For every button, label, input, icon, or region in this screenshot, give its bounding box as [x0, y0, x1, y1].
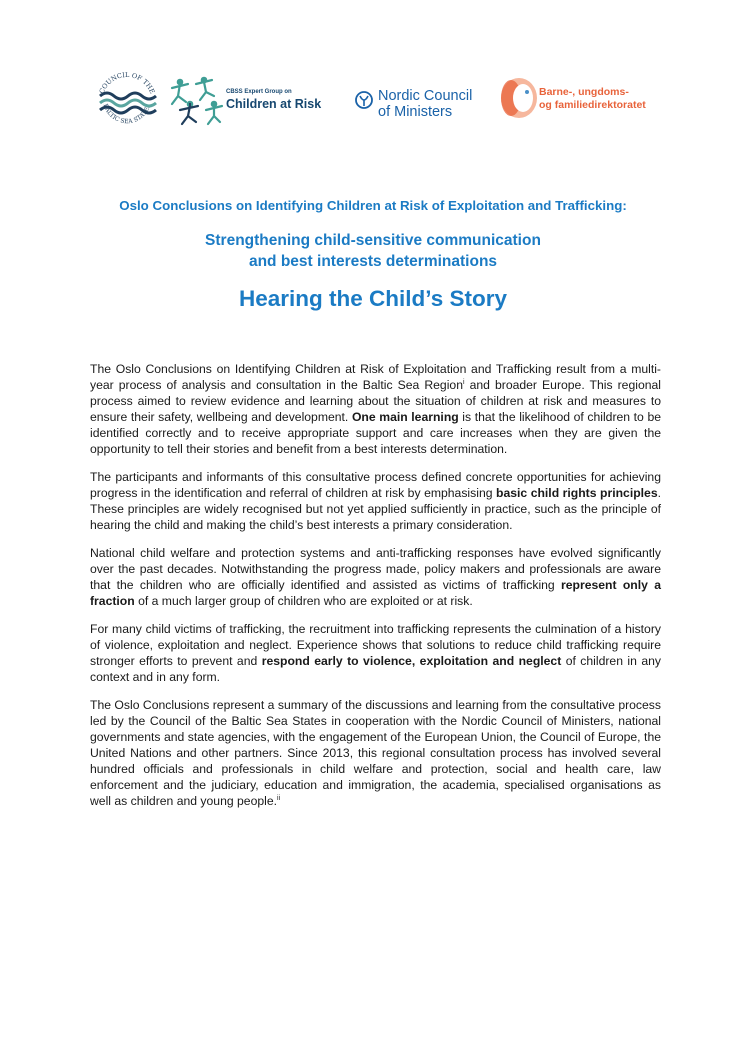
subheading-line2: and best interests determinations	[248, 253, 498, 270]
body-text	[90, 361, 661, 821]
swan-icon	[354, 90, 374, 110]
bufdir-line1: Barne-, ungdoms-	[539, 86, 629, 98]
paragraph-4: For many child victims of trafficking, the recruitment into trafficking represents the culmination of a history of violence, exploitation and neglect. Experience shows that solutions to reduce child trafficking require stronger efforts to prevent and respond early to violence, exploitation and neglect of children in any context and in any form.	[90, 622, 661, 684]
bufdir-logo	[497, 76, 672, 122]
subheading	[40, 230, 706, 272]
car-expert-group-label: CBSS Expert Group on	[226, 89, 292, 95]
cbss-seal-bottom-text: BALTIC SEA STATES	[101, 102, 153, 126]
cbss-seal-top-text: COUNCIL OF THE	[97, 70, 157, 95]
car-children-at-risk-label: Children at Risk	[226, 97, 322, 111]
page-title: Hearing the Child’s Story	[239, 286, 507, 311]
paragraph-2: The participants and informants of this consultative process defined concrete opportunities for achieving progress in the identification and referral of children at risk by emphasising basic child rights principles. These principles are widely recognised but not yet applied sufficiently in practice, such as the principle of hearing the child and making the child’s best interests a primary consideration.	[90, 470, 661, 532]
children-figures-icon	[168, 74, 224, 126]
footnote-ref-i: i	[462, 378, 465, 386]
paragraph-3: National child welfare and protection systems and anti-trafficking responses have evolved significantly over the past decades. Notwithstanding the progress made, policy makers and professionals are aware that the children who are officially identified and assisted as victims of trafficking represent only a fraction of a much larger group of children who are exploited or at risk.	[90, 546, 661, 608]
main-heading: Oslo Conclusions on Identifying Children at Risk of Exploitation and Trafficking:	[119, 198, 627, 213]
bufdir-emblem-icon	[497, 76, 539, 120]
footnote-ref-ii: ii	[277, 794, 281, 802]
paragraph-1: The Oslo Conclusions on Identifying Children at Risk of Exploitation and Trafficking result from a multi-year process of analysis and consultation in the Baltic Sea Region$^i$ and broader Europe. This regional process aimed to review evidence and learning about the situation of children at risk and measures to ensure their safety, wellbeing and development. One main learning is that the likelihood of children to be identified correctly and to receive appropriate support and care increases when they are given the opportunity to tell their stories and benefit from a best interests determination.	[90, 362, 662, 456]
subheading-line1: Strengthening child-sensitive communication	[205, 232, 541, 249]
paragraph-5: The Oslo Conclusions represent a summary of the discussions and learning from the consultative process led by the Council of the Baltic Sea States in cooperation with the Nordic Council of Ministers, national governments and state agencies, with the engagement of the European Union, the Council of Europe, the United Nations and other partners. Since 2013, this regional consultation process has involved several hundred officials and professionals in child welfare and protection, social and health care, law enforcement and the judiciary, education and immigration, the academia, specialised organisations as well as children and young people.$^{ii}$	[90, 698, 661, 808]
children-at-risk-logo	[168, 70, 338, 130]
cbss-logo	[92, 68, 162, 132]
logo-bar	[92, 68, 672, 132]
bufdir-line2: og familiedirektoratet	[539, 99, 646, 111]
ncm-line1: Nordic Council	[378, 88, 473, 104]
nordic-council-logo	[354, 84, 494, 124]
ncm-line2: of Ministers	[378, 104, 453, 120]
